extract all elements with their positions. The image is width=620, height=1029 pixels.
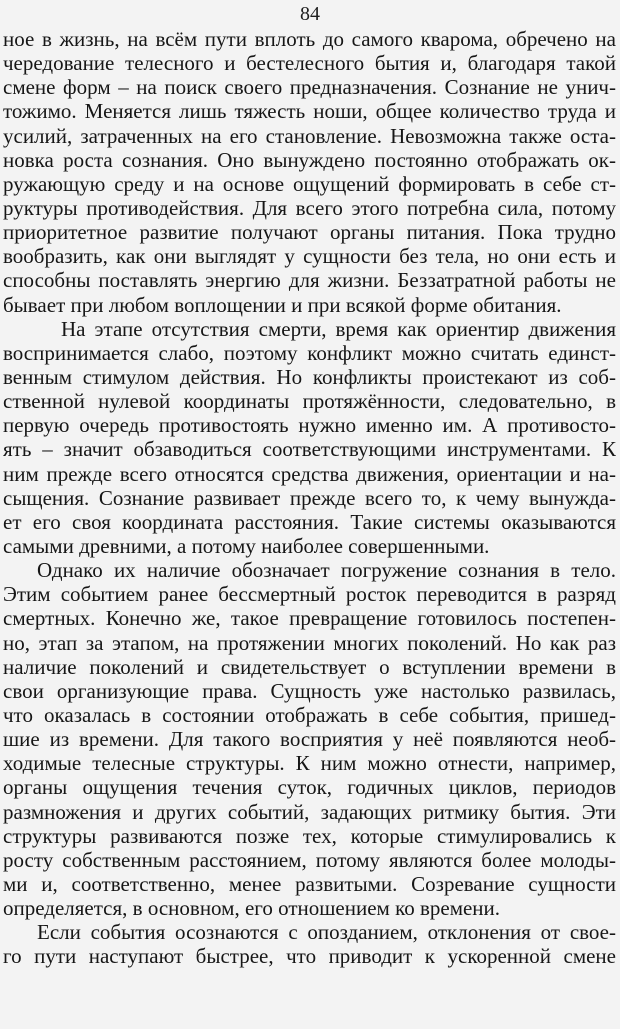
text-line: ять – значит обзаводиться соответствующими инструментами. К: [3, 437, 616, 462]
text-line: определяется, в основном, его отношением ко времени.: [3, 896, 501, 921]
text-line: венным стимулом действия. Но конфликты проистекают из соб-: [3, 364, 616, 389]
text-line: свои организующие права. Сущность уже настолько развилась,: [3, 678, 616, 703]
text-line: руктуры противодействия. Для всего этого потребна сила, потому: [3, 195, 616, 220]
text-line: го пути наступают быстрее, что приводит к ускоренной смене: [3, 944, 616, 969]
text-line: смертных. Конечно же, такое превращение готовилось постепен-: [3, 606, 616, 631]
text-line: сыщения. Сознание развивает прежде всего то, к чему вынужда-: [3, 485, 616, 510]
text-line: смене форм – на поиск своего предназначения. Сознание не унич-: [3, 75, 616, 100]
text-line: ственной нулевой координаты протяжённости, следовательно, в: [3, 389, 616, 414]
text-line: чередование телесного и бестелесного бытия и, благодаря такой: [3, 51, 616, 76]
text-line: ное в жизнь, на всём пути вплоть до самого кварома, обречено на: [3, 27, 616, 51]
text-line: новка роста сознания. Оно вынуждено постоянно отображать ок-: [3, 147, 616, 172]
text-line: ет его своя координата расстояния. Такие системы оказываются: [3, 509, 616, 534]
text-line: шие из времени. Для такого восприятия у неё появляются необ-: [3, 727, 616, 752]
text-line: ми и, соответственно, менее развитыми. Созревание сущности: [3, 871, 616, 896]
text-line: воспринимается слабо, поэтому конфликт можно считать единст-: [3, 340, 616, 365]
text-line: ним прежде всего относятся средства движения, ориентации и на-: [3, 461, 616, 486]
text-line: вообразить, как они выглядят у сущности без тела, но они есть и: [3, 244, 616, 269]
text-line: Если события осознаются с опозданием, отклонения от свое-: [37, 920, 616, 945]
text-line: самыми древними, а потому наиболее совершенными.: [3, 533, 490, 558]
text-line: органы ощущения течения суток, годичных циклов, периодов: [3, 775, 616, 800]
text-line: ходимые телесные структуры. К ним можно отнести, например,: [3, 751, 616, 776]
text-line: Этим событием ранее бессмертный росток переводится в разряд: [3, 582, 616, 607]
text-line: ружающую среду и на основе ощущений формировать в себе ст-: [3, 171, 616, 196]
text-line: бывает при любом воплощении и при всякой форме обитания.: [3, 292, 562, 317]
text-line: структуры развиваются позже тех, которые стимулировались к: [3, 823, 616, 848]
text-line: росту собственным расстоянием, потому являются более молоды-: [3, 847, 616, 872]
text-line: наличие поколений и свидетельствует о вступлении времени в: [3, 654, 616, 679]
text-line: Однако их наличие обозначает погружение сознания в тело.: [37, 558, 616, 583]
text-line: На этапе отсутствия смерти, время как ориентир движения: [61, 316, 616, 341]
text-line: тожимо. Меняется лишь тяжесть ноши, общее количество труда и: [3, 99, 616, 124]
text-line: усилий, затраченных на его становление. Невозможна также оста-: [3, 123, 616, 148]
text-line: что оказалась в состоянии отображать в себе события, пришед-: [3, 702, 616, 727]
body-text: [3, 27, 616, 968]
text-line: приоритетное развитие получают органы питания. Пока трудно: [3, 220, 616, 245]
text-line: размножения и других событий, задающих ритмику бытия. Эти: [3, 799, 616, 824]
text-line: но, этап за этапом, на протяжении многих поколений. Но как раз: [3, 630, 616, 655]
page-number: 84: [300, 3, 320, 25]
text-line: первую очередь противостоять нужно именно им. А противосто-: [3, 413, 616, 438]
text-line: способны поставлять энергию для жизни. Беззатратной работы не: [3, 268, 616, 293]
